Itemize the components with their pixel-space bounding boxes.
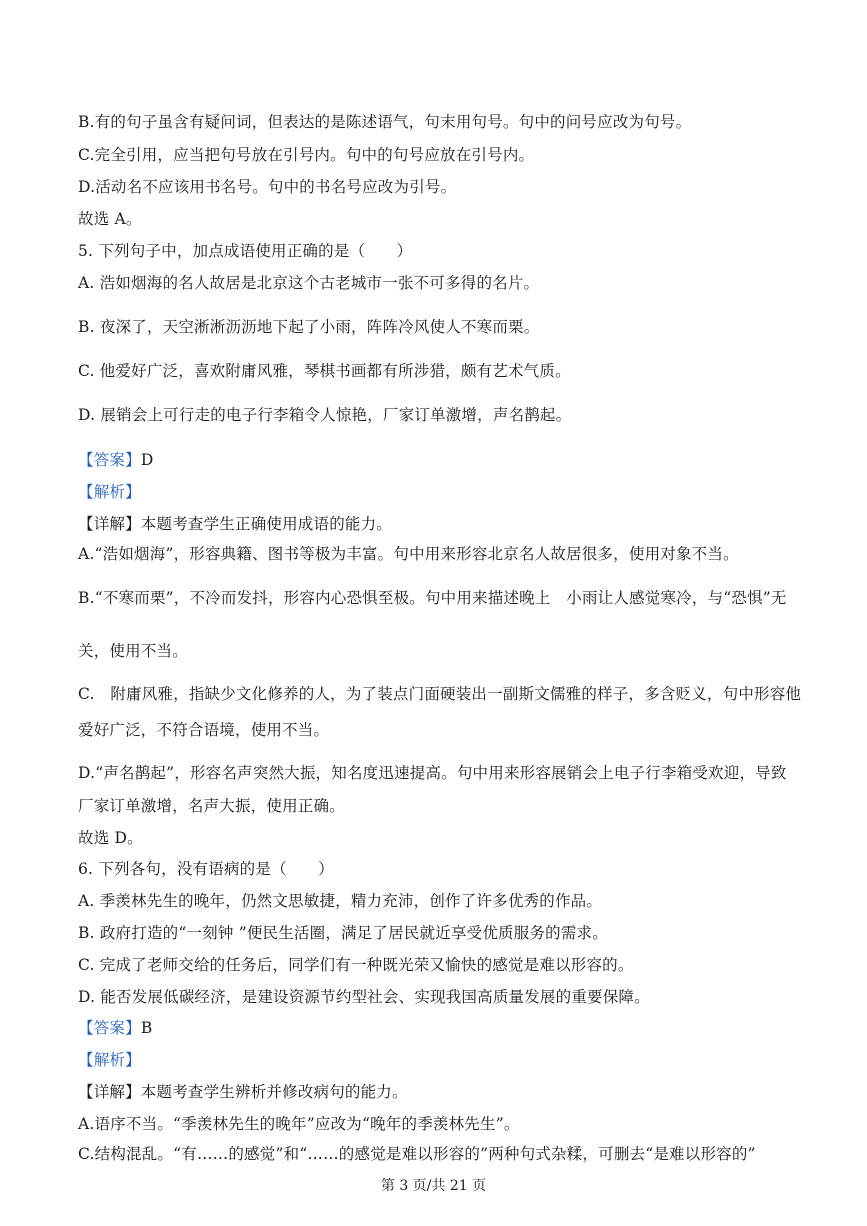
option-b: B. 政府打造的“一刻钟 ”便民生活圈，满足了居民就近享受优质服务的需求。 [78, 924, 608, 942]
explanation-b: B.“不寒而栗”，不冷而发抖，形容内心恐惧至极。句中用来描述晚上 小雨让人感觉寒冷，与“恐惧”无 [78, 589, 787, 607]
page-footer: 第 3 页/共 21 页 [380, 1178, 487, 1194]
explanation-a: A.语序不当。“季羡林先生的晚年”应改为“晚年的季羡林先生”。 [78, 1115, 520, 1133]
answer-line [78, 450, 153, 470]
explanation-c: C.结构混乱。“有……的感觉”和“……的感觉是难以形容的”两种句式杂糅，可删去“是难以形容的” [78, 1145, 756, 1163]
question-5: 5. 下列句子中，加点成语使用正确的是（ ） [78, 242, 413, 260]
analysis-line [78, 482, 141, 502]
text-line: D.活动名不应该用书名号。句中的书名号应改为引号。 [78, 178, 457, 196]
explanation-heading: 【详解】本题考查学生正确使用成语的能力。 [78, 515, 393, 533]
explanation-b-cont: 关，使用不当。 [78, 642, 188, 660]
explanation-d: D.“声名鹊起”，形容名声突然大振，知名度迅速提高。句中用来形容展销会上电子行李箱受欢迎，导致 [78, 764, 787, 782]
explanation-c: C. 附庸风雅，指缺少文化修养的人，为了装点门面硬装出一副斯文儒雅的样子，多含贬义，句中形容他 [78, 685, 802, 703]
option-c: C. 他爱好广泛，喜欢附庸风雅，琴棋书画都有所涉猎，颇有艺术气质。 [78, 362, 571, 380]
answer-line [78, 1018, 152, 1038]
answer-value: B [140, 1019, 153, 1037]
text-line: 故选 A。 [78, 210, 142, 228]
option-d: D. 能否发展低碳经济，是建设资源节约型社会、实现我国高质量发展的重要保障。 [78, 988, 650, 1006]
explanation-c-cont: 爱好广泛，不符合语境，使用不当。 [78, 721, 330, 739]
question-6: 6. 下列各句，没有语病的是（ ） [78, 860, 334, 878]
explanation-a: A.“浩如烟海”，形容典籍、图书等极为丰富。句中用来形容北京名人故居很多，使用对象不当。 [78, 545, 739, 563]
text-line: C.完全引用，应当把句号放在引号内。句中的句号应放在引号内。 [78, 146, 535, 164]
text-line: B.有的句子虽含有疑问词，但表达的是陈述语气，句末用句号。句中的问号应改为句号。 [78, 113, 692, 131]
option-a: A. 浩如烟海的名人故居是北京这个古老城市一张不可多得的名片。 [78, 274, 540, 292]
explanation-heading: 【详解】本题考查学生辨析并修改病句的能力。 [78, 1083, 408, 1101]
option-c: C. 完成了老师交给的任务后，同学们有一种既光荣又愉快的感觉是难以形容的。 [78, 956, 634, 974]
analysis-tag: 【解析】 [78, 1051, 141, 1069]
option-d: D. 展销会上可行走的电子行李箱令人惊艳，厂家订单激增，声名鹊起。 [78, 406, 572, 424]
text-line: 故选 D。 [78, 829, 143, 847]
answer-value: D [140, 451, 154, 469]
answer-tag: 【答案】 [78, 1019, 141, 1037]
explanation-d-cont: 厂家订单激增，名声大振，使用正确。 [78, 797, 345, 815]
analysis-line [78, 1050, 141, 1070]
option-a: A. 季羡林先生的晚年，仍然文思敏捷，精力充沛，创作了许多优秀的作品。 [78, 892, 603, 910]
analysis-tag: 【解析】 [78, 483, 141, 501]
answer-tag: 【答案】 [78, 451, 141, 469]
option-b: B. 夜深了，天空淅淅沥沥地下起了小雨，阵阵冷风使人不寒而栗。 [78, 318, 540, 336]
